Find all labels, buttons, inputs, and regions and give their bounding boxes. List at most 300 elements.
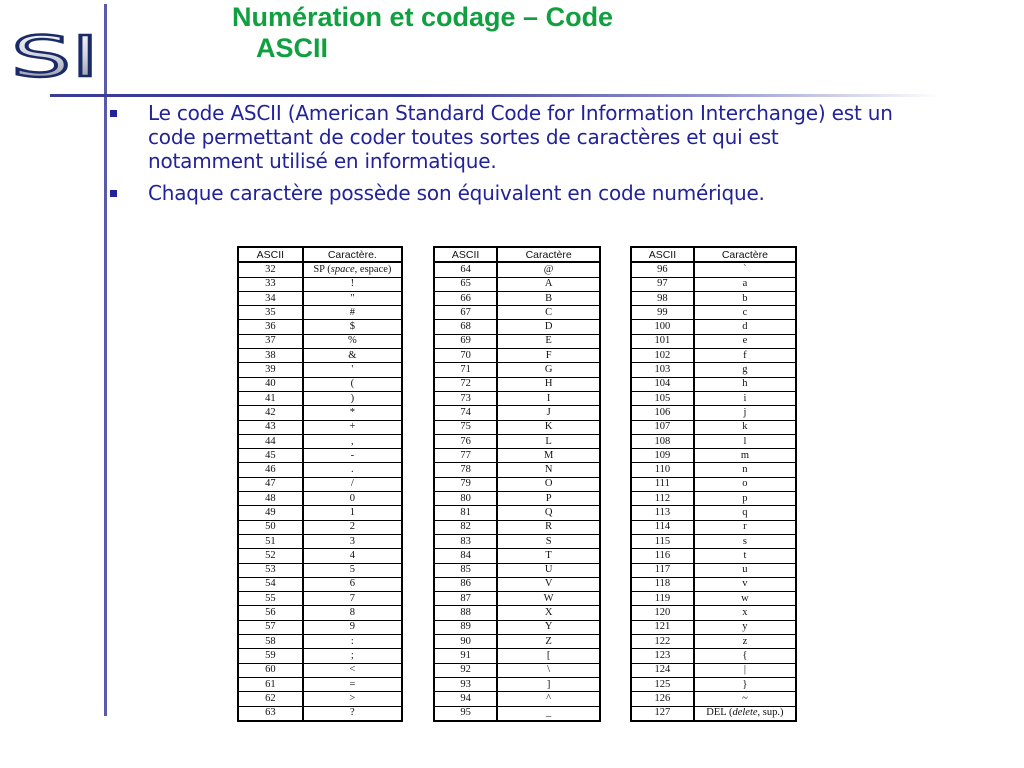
vertical-rule	[104, 4, 107, 716]
ascii-code-cell: 84	[434, 549, 497, 563]
ascii-code-cell: 50	[238, 520, 303, 534]
ascii-code-cell: 120	[631, 606, 694, 620]
ascii-code-cell: 42	[238, 406, 303, 420]
character-cell: 2	[303, 520, 402, 534]
title-line-1: Numération et codage – Code	[232, 2, 614, 32]
table-row	[238, 291, 402, 305]
character-cell: *	[303, 406, 402, 420]
ascii-code-cell: 65	[434, 277, 497, 291]
table-row	[238, 506, 402, 520]
table-row	[631, 449, 796, 463]
character-cell: |	[694, 663, 796, 677]
table-row	[631, 649, 796, 663]
table-row	[434, 620, 600, 634]
character-cell: G	[497, 363, 600, 377]
character-cell: w	[694, 592, 796, 606]
character-cell: ,	[303, 434, 402, 448]
col-header-caractere: Caractère	[694, 247, 796, 262]
character-cell: =	[303, 677, 402, 691]
character-cell: 8	[303, 606, 402, 620]
character-cell: !	[303, 277, 402, 291]
character-cell: :	[303, 635, 402, 649]
bullet-item	[118, 101, 898, 173]
ascii-code-cell: 99	[631, 306, 694, 320]
table-row	[434, 563, 600, 577]
table-row	[631, 406, 796, 420]
ascii-code-cell: 116	[631, 549, 694, 563]
character-cell: ~	[694, 692, 796, 706]
ascii-code-cell: 54	[238, 577, 303, 591]
character-cell: )	[303, 391, 402, 405]
table-row	[434, 262, 600, 277]
ascii-code-cell: 118	[631, 577, 694, 591]
ascii-code-cell: 35	[238, 306, 303, 320]
character-cell: L	[497, 434, 600, 448]
bullet-text: Chaque caractère possède son équivalent en code numérique.	[148, 181, 765, 205]
ascii-code-cell: 124	[631, 663, 694, 677]
character-cell: E	[497, 334, 600, 348]
character-cell: y	[694, 620, 796, 634]
ascii-code-cell: 56	[238, 606, 303, 620]
ascii-code-cell: 87	[434, 592, 497, 606]
table-row	[238, 377, 402, 391]
ascii-code-cell: 43	[238, 420, 303, 434]
table-row	[631, 363, 796, 377]
table-row	[631, 434, 796, 448]
character-cell: SP (space, espace)	[303, 262, 402, 277]
ascii-code-cell: 41	[238, 391, 303, 405]
character-cell: r	[694, 520, 796, 534]
table-row	[434, 677, 600, 691]
ascii-code-cell: 104	[631, 377, 694, 391]
ascii-code-cell: 68	[434, 320, 497, 334]
character-cell: v	[694, 577, 796, 591]
table-row	[631, 692, 796, 706]
ascii-code-cell: 97	[631, 277, 694, 291]
character-cell: i	[694, 391, 796, 405]
character-cell: X	[497, 606, 600, 620]
table-row	[434, 549, 600, 563]
ascii-code-cell: 59	[238, 649, 303, 663]
character-cell: e	[694, 334, 796, 348]
ascii-code-cell: 32	[238, 262, 303, 277]
character-cell: <	[303, 663, 402, 677]
table-row	[631, 492, 796, 506]
table-row	[238, 577, 402, 591]
table-header-row	[631, 247, 796, 262]
table-row	[631, 635, 796, 649]
character-cell: +	[303, 420, 402, 434]
table-row	[238, 406, 402, 420]
table-row	[631, 620, 796, 634]
table-row	[631, 577, 796, 591]
table-row	[631, 563, 796, 577]
ascii-code-cell: 45	[238, 449, 303, 463]
character-cell: c	[694, 306, 796, 320]
table-row	[434, 592, 600, 606]
character-cell: s	[694, 534, 796, 548]
character-cell: W	[497, 592, 600, 606]
character-cell: }	[694, 677, 796, 691]
table-row	[631, 277, 796, 291]
ascii-code-cell: 37	[238, 334, 303, 348]
table-row	[434, 692, 600, 706]
character-cell: 7	[303, 592, 402, 606]
ascii-code-cell: 47	[238, 477, 303, 491]
character-cell: A	[497, 277, 600, 291]
table-row	[434, 320, 600, 334]
logo-text: SI	[11, 25, 99, 86]
character-cell: 6	[303, 577, 402, 591]
character-cell: g	[694, 363, 796, 377]
character-cell: R	[497, 520, 600, 534]
table-row	[434, 606, 600, 620]
ascii-code-cell: 106	[631, 406, 694, 420]
character-cell: Z	[497, 635, 600, 649]
table-row	[434, 334, 600, 348]
ascii-table-64-95	[433, 246, 601, 722]
title-line-2: ASCII	[256, 33, 329, 63]
table-row	[631, 520, 796, 534]
table-row	[631, 262, 796, 277]
table-row	[631, 592, 796, 606]
ascii-code-cell: 33	[238, 277, 303, 291]
ascii-code-cell: 51	[238, 534, 303, 548]
ascii-table-96-127	[630, 246, 797, 722]
ascii-code-cell: 74	[434, 406, 497, 420]
table-row	[434, 391, 600, 405]
ascii-code-cell: 86	[434, 577, 497, 591]
ascii-code-cell: 81	[434, 506, 497, 520]
ascii-code-cell: 125	[631, 677, 694, 691]
character-cell: M	[497, 449, 600, 463]
ascii-code-cell: 57	[238, 620, 303, 634]
table-row	[631, 706, 796, 721]
character-cell: DEL (delete, sup.)	[694, 706, 796, 721]
ascii-code-cell: 49	[238, 506, 303, 520]
table-row	[238, 663, 402, 677]
ascii-code-cell: 46	[238, 463, 303, 477]
character-cell: 4	[303, 549, 402, 563]
character-cell: "	[303, 291, 402, 305]
character-cell: 9	[303, 620, 402, 634]
ascii-code-cell: 75	[434, 420, 497, 434]
ascii-code-cell: 82	[434, 520, 497, 534]
table-row	[238, 463, 402, 477]
table-row	[238, 706, 402, 721]
table-row	[238, 563, 402, 577]
table-row	[238, 677, 402, 691]
bullet-item	[118, 181, 898, 205]
character-cell: a	[694, 277, 796, 291]
ascii-code-cell: 60	[238, 663, 303, 677]
ascii-code-cell: 40	[238, 377, 303, 391]
character-cell: D	[497, 320, 600, 334]
table-row	[434, 406, 600, 420]
character-cell: q	[694, 506, 796, 520]
ascii-code-cell: 34	[238, 291, 303, 305]
ascii-code-cell: 77	[434, 449, 497, 463]
ascii-code-cell: 39	[238, 363, 303, 377]
character-cell: 5	[303, 563, 402, 577]
table-header-row	[238, 247, 402, 262]
ascii-code-cell: 52	[238, 549, 303, 563]
table-row	[631, 463, 796, 477]
ascii-code-cell: 96	[631, 262, 694, 277]
character-cell: J	[497, 406, 600, 420]
ascii-code-cell: 123	[631, 649, 694, 663]
ascii-code-cell: 94	[434, 692, 497, 706]
ascii-code-cell: 98	[631, 291, 694, 305]
ascii-code-cell: 122	[631, 635, 694, 649]
table-row	[238, 534, 402, 548]
character-cell: {	[694, 649, 796, 663]
ascii-code-cell: 102	[631, 349, 694, 363]
ascii-code-cell: 108	[631, 434, 694, 448]
character-cell: I	[497, 391, 600, 405]
character-cell: T	[497, 549, 600, 563]
table-row	[631, 291, 796, 305]
character-cell: &	[303, 349, 402, 363]
character-cell: _	[497, 706, 600, 721]
ascii-code-cell: 101	[631, 334, 694, 348]
character-cell: /	[303, 477, 402, 491]
table-row	[434, 291, 600, 305]
table-row	[238, 692, 402, 706]
table-row	[631, 606, 796, 620]
table-row	[434, 420, 600, 434]
table-row	[631, 334, 796, 348]
ascii-code-cell: 73	[434, 391, 497, 405]
character-cell: `	[694, 262, 796, 277]
ascii-code-cell: 62	[238, 692, 303, 706]
ascii-code-cell: 100	[631, 320, 694, 334]
ascii-code-cell: 109	[631, 449, 694, 463]
table-row	[631, 420, 796, 434]
character-cell: f	[694, 349, 796, 363]
character-cell: k	[694, 420, 796, 434]
ascii-code-cell: 95	[434, 706, 497, 721]
character-cell: B	[497, 291, 600, 305]
character-cell: n	[694, 463, 796, 477]
table-row	[631, 677, 796, 691]
ascii-code-cell: 76	[434, 434, 497, 448]
table-row	[238, 649, 402, 663]
table-row	[238, 477, 402, 491]
character-cell: N	[497, 463, 600, 477]
table-row	[238, 549, 402, 563]
table-row	[631, 549, 796, 563]
ascii-code-cell: 107	[631, 420, 694, 434]
table-row	[238, 334, 402, 348]
table-row	[238, 635, 402, 649]
table-row	[434, 577, 600, 591]
table-row	[238, 277, 402, 291]
character-cell: U	[497, 563, 600, 577]
character-cell: d	[694, 320, 796, 334]
ascii-code-cell: 112	[631, 492, 694, 506]
ascii-code-cell: 110	[631, 463, 694, 477]
character-cell: x	[694, 606, 796, 620]
ascii-code-cell: 83	[434, 534, 497, 548]
table-row	[238, 349, 402, 363]
character-cell: t	[694, 549, 796, 563]
ascii-code-cell: 119	[631, 592, 694, 606]
ascii-code-cell: 93	[434, 677, 497, 691]
table-row	[434, 449, 600, 463]
ascii-code-cell: 127	[631, 706, 694, 721]
character-cell: j	[694, 406, 796, 420]
table-row	[238, 620, 402, 634]
ascii-code-cell: 88	[434, 606, 497, 620]
horizontal-rule	[50, 94, 940, 97]
table-row	[434, 434, 600, 448]
ascii-code-cell: 72	[434, 377, 497, 391]
table-row	[434, 492, 600, 506]
character-cell: u	[694, 563, 796, 577]
character-cell: .	[303, 463, 402, 477]
character-cell: ]	[497, 677, 600, 691]
bullet-square-icon	[110, 190, 117, 197]
character-cell: \	[497, 663, 600, 677]
character-cell: z	[694, 635, 796, 649]
character-cell: 3	[303, 534, 402, 548]
ascii-code-cell: 79	[434, 477, 497, 491]
character-cell: (	[303, 377, 402, 391]
col-header-caractere: Caractère	[497, 247, 600, 262]
table-row	[631, 377, 796, 391]
table-row	[434, 706, 600, 721]
ascii-code-cell: 111	[631, 477, 694, 491]
character-cell: O	[497, 477, 600, 491]
ascii-code-cell: 78	[434, 463, 497, 477]
character-cell: ?	[303, 706, 402, 721]
ascii-code-cell: 55	[238, 592, 303, 606]
table-row	[238, 363, 402, 377]
ascii-code-cell: 121	[631, 620, 694, 634]
character-cell: F	[497, 349, 600, 363]
ascii-code-cell: 90	[434, 635, 497, 649]
table-row	[631, 534, 796, 548]
character-cell: -	[303, 449, 402, 463]
table-row	[434, 477, 600, 491]
character-cell: 1	[303, 506, 402, 520]
slide-title	[232, 2, 772, 64]
ascii-code-cell: 53	[238, 563, 303, 577]
character-cell: o	[694, 477, 796, 491]
table-row	[434, 635, 600, 649]
table-row	[238, 449, 402, 463]
character-cell: [	[497, 649, 600, 663]
character-cell: S	[497, 534, 600, 548]
table-row	[238, 492, 402, 506]
ascii-code-cell: 71	[434, 363, 497, 377]
character-cell: #	[303, 306, 402, 320]
table-row	[631, 320, 796, 334]
ascii-code-cell: 69	[434, 334, 497, 348]
character-cell: K	[497, 420, 600, 434]
ascii-code-cell: 38	[238, 349, 303, 363]
table-row	[238, 306, 402, 320]
character-cell: $	[303, 320, 402, 334]
table-row	[631, 349, 796, 363]
ascii-code-cell: 92	[434, 663, 497, 677]
bullet-list	[118, 101, 898, 213]
character-cell: ;	[303, 649, 402, 663]
table-row	[631, 506, 796, 520]
character-cell: >	[303, 692, 402, 706]
table-row	[434, 306, 600, 320]
table-row	[238, 606, 402, 620]
character-cell: @	[497, 262, 600, 277]
table-row	[434, 506, 600, 520]
ascii-code-cell: 61	[238, 677, 303, 691]
ascii-code-cell: 44	[238, 434, 303, 448]
ascii-code-cell: 58	[238, 635, 303, 649]
table-row	[631, 306, 796, 320]
character-cell: C	[497, 306, 600, 320]
character-cell: H	[497, 377, 600, 391]
table-row	[238, 320, 402, 334]
ascii-code-cell: 64	[434, 262, 497, 277]
italic-term: space	[330, 263, 355, 275]
ascii-table-32-63	[237, 246, 403, 722]
character-cell: l	[694, 434, 796, 448]
ascii-code-cell: 89	[434, 620, 497, 634]
table-row	[434, 663, 600, 677]
ascii-code-cell: 80	[434, 492, 497, 506]
ascii-code-cell: 48	[238, 492, 303, 506]
bullet-square-icon	[110, 110, 117, 117]
ascii-code-cell: 66	[434, 291, 497, 305]
table-row	[631, 391, 796, 405]
table-row	[238, 592, 402, 606]
ascii-code-cell: 70	[434, 349, 497, 363]
ascii-code-cell: 114	[631, 520, 694, 534]
col-header-ascii: ASCII	[631, 247, 694, 262]
col-header-ascii: ASCII	[238, 247, 303, 262]
character-cell: m	[694, 449, 796, 463]
ascii-code-cell: 117	[631, 563, 694, 577]
ascii-code-cell: 85	[434, 563, 497, 577]
character-cell: 0	[303, 492, 402, 506]
col-header-caractere: Caractère.	[303, 247, 402, 262]
ascii-code-cell: 115	[631, 534, 694, 548]
ascii-code-cell: 103	[631, 363, 694, 377]
character-cell: Q	[497, 506, 600, 520]
character-cell: h	[694, 377, 796, 391]
table-row	[434, 363, 600, 377]
ascii-code-cell: 105	[631, 391, 694, 405]
table-row	[434, 377, 600, 391]
character-cell: p	[694, 492, 796, 506]
table-row	[631, 477, 796, 491]
si-logo	[6, 24, 104, 86]
table-row	[434, 349, 600, 363]
character-cell: V	[497, 577, 600, 591]
character-cell: b	[694, 291, 796, 305]
bullet-text: Le code ASCII (American Standard Code for Information Interchange) est un code permettant de coder toutes sortes de caractères et qui est notamment utilisé en informatique.	[148, 101, 893, 173]
table-row	[238, 391, 402, 405]
ascii-code-cell: 113	[631, 506, 694, 520]
table-row	[238, 262, 402, 277]
col-header-ascii: ASCII	[434, 247, 497, 262]
table-row	[238, 420, 402, 434]
ascii-code-cell: 126	[631, 692, 694, 706]
table-row	[434, 649, 600, 663]
table-row	[434, 277, 600, 291]
table-row	[238, 520, 402, 534]
